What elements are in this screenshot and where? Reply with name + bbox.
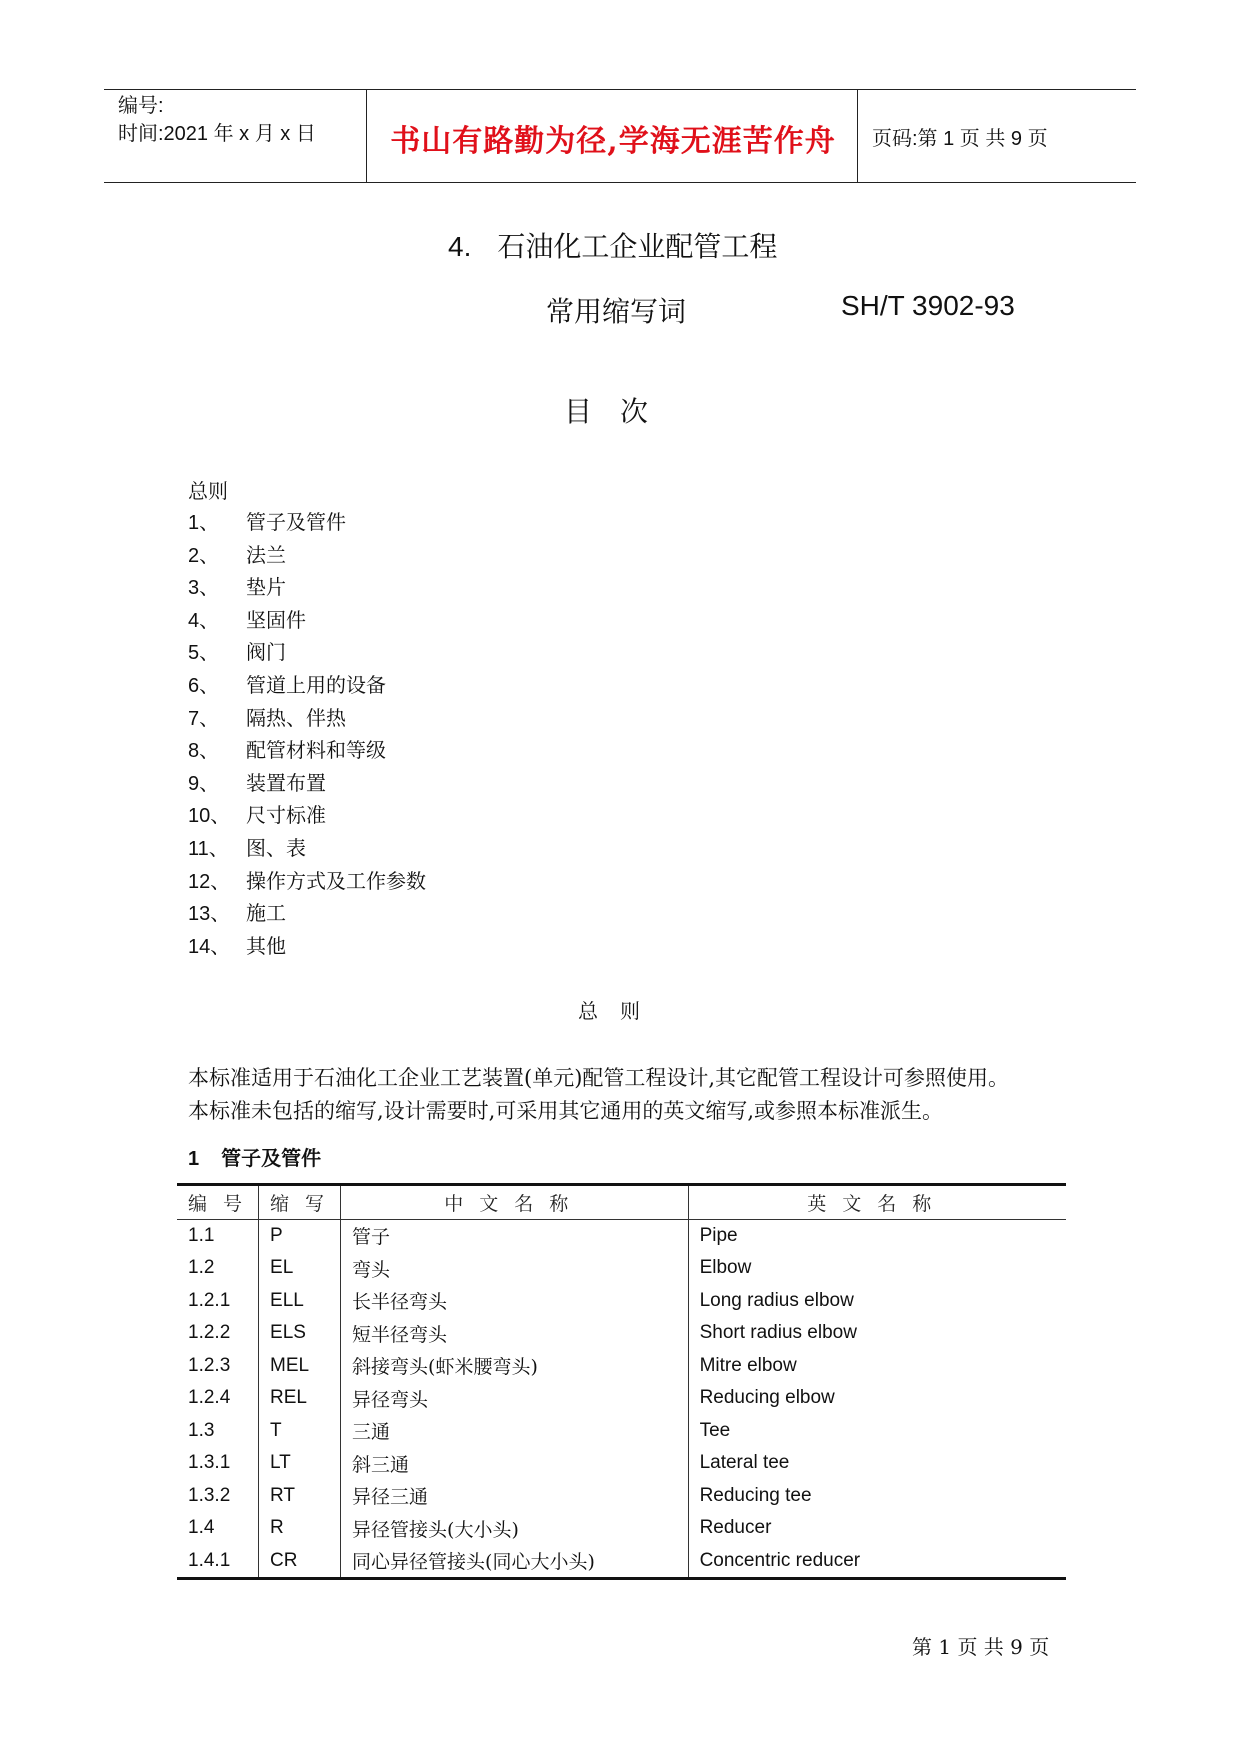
document-subtitle: 常用缩写词 [546, 295, 687, 328]
header-bottom-rule [104, 182, 1136, 183]
toc-item-number: 9、 [188, 772, 220, 795]
toc-item [188, 865, 426, 898]
toc-item [188, 734, 426, 767]
header-top-rule [104, 89, 1136, 90]
cell-number: 1.3.1 [188, 1452, 231, 1474]
toc-item [188, 636, 426, 669]
toc-item-label: 垫片 [246, 575, 286, 600]
cell-number: 1.3 [188, 1419, 215, 1441]
cell-chinese-name: 弯头 [341, 1252, 689, 1285]
toc-item-label: 阀门 [246, 640, 286, 665]
toc-item [188, 539, 426, 572]
toc-item-label: 操作方式及工作参数 [246, 868, 426, 893]
document-title-number: 4. [448, 231, 472, 262]
toc-item [188, 767, 426, 800]
cell-abbr: RT [259, 1480, 341, 1513]
table-row [177, 1350, 1066, 1383]
toc-item-number: 2、 [188, 544, 220, 567]
document-title-text: 石油化工企业配管工程 [497, 230, 778, 263]
cell-abbr: MEL [259, 1350, 341, 1383]
toc-item-label: 施工 [246, 901, 286, 926]
cell-number: 1.2.1 [188, 1289, 231, 1311]
table-row [177, 1512, 1066, 1545]
header-motto: 书山有路勤为径,学海无涯苦作舟 [390, 124, 836, 159]
cell-chinese-name: 管子 [341, 1219, 689, 1252]
toc-item-number: 4、 [188, 609, 220, 632]
cell-english-name: Short radius elbow [688, 1317, 1066, 1350]
cell-abbr: R [259, 1512, 341, 1545]
table-row [177, 1480, 1066, 1513]
table-row [177, 1545, 1066, 1579]
toc-list [188, 506, 426, 962]
toc-item [188, 669, 426, 702]
toc-item-label: 管道上用的设备 [246, 672, 386, 697]
cell-chinese-name: 斜接弯头(虾米腰弯头) [341, 1350, 689, 1383]
toc-item-label: 装置布置 [246, 770, 326, 795]
footer-page-label: 第 1 页 共 9 页 [912, 1635, 1050, 1659]
toc-title: 目次 [563, 395, 676, 428]
cell-english-name: Reducing tee [688, 1480, 1066, 1513]
cell-number: 1.2.4 [188, 1387, 231, 1409]
cell-chinese-name: 斜三通 [341, 1447, 689, 1480]
toc-item [188, 799, 426, 832]
cell-english-name: Elbow [688, 1252, 1066, 1285]
toc-item [188, 604, 426, 637]
cell-number: 1.2.3 [188, 1354, 231, 1376]
cell-abbr: LT [259, 1447, 341, 1480]
toc-item-label: 其他 [246, 933, 286, 958]
toc-item-label: 隔热、伴热 [246, 705, 346, 730]
cell-english-name: Mitre elbow [688, 1350, 1066, 1383]
header-cell-english-name: 英文名称 [688, 1185, 1066, 1220]
cell-english-name: Concentric reducer [688, 1545, 1066, 1579]
cell-abbr: ELS [259, 1317, 341, 1350]
cell-abbr: ELL [259, 1285, 341, 1318]
toc-item [188, 506, 426, 539]
section-1-title [188, 1142, 321, 1171]
cell-chinese-name: 异径三通 [341, 1480, 689, 1513]
section-1-label: 管子及管件 [221, 1148, 322, 1170]
cell-number: 1.2.2 [188, 1322, 231, 1344]
toc-item-label: 坚固件 [246, 607, 306, 632]
toc-item-number: 8、 [188, 740, 220, 763]
table-row [177, 1447, 1066, 1480]
cell-chinese-name: 异径弯头 [341, 1382, 689, 1415]
table-row [177, 1219, 1066, 1252]
header-meta [118, 92, 316, 148]
cell-number: 1.2 [188, 1257, 215, 1279]
toc-item [188, 897, 426, 930]
general-title: 总则 [578, 999, 662, 1023]
cell-number: 1.4.1 [188, 1549, 231, 1571]
toc-item [188, 702, 426, 735]
section-1-number: 1 [188, 1148, 200, 1170]
cell-abbr: REL [259, 1382, 341, 1415]
table-row [177, 1415, 1066, 1448]
serial-label: 编号: [118, 95, 164, 117]
cell-abbr: EL [259, 1252, 341, 1285]
cell-abbr: P [259, 1219, 341, 1252]
toc-item-number: 12、 [188, 870, 231, 893]
cell-number: 1.4 [188, 1517, 215, 1539]
toc-item [188, 571, 426, 604]
cell-english-name: Long radius elbow [688, 1285, 1066, 1318]
toc-item-number: 14、 [188, 935, 231, 958]
cell-english-name: Pipe [688, 1219, 1066, 1252]
toc-item-number: 10、 [188, 805, 231, 828]
abbreviation-table [177, 1183, 1066, 1580]
cell-number: 1.3.2 [188, 1484, 231, 1506]
toc-item-label: 管子及管件 [246, 510, 346, 534]
table-row [177, 1252, 1066, 1285]
standard-code: SH/T 3902-93 [841, 290, 1015, 321]
general-paragraph-2: 本标准未包括的缩写,设计需要时,可采用其它通用的英文缩写,或参照本标准派生。 [188, 1099, 944, 1123]
header-cell-number: 编号 [188, 1192, 259, 1215]
toc-item-number: 5、 [188, 642, 220, 665]
toc-item-label: 尺寸标准 [246, 803, 326, 828]
table-row [177, 1317, 1066, 1350]
general-paragraph-1: 本标准适用于石油化工企业工艺装置(单元)配管工程设计,其它配管工程设计可参照使用。 [188, 1066, 1010, 1090]
cell-abbr: CR [259, 1545, 341, 1579]
table-body [177, 1219, 1066, 1579]
cell-chinese-name: 长半径弯头 [341, 1285, 689, 1318]
cell-chinese-name: 三通 [341, 1415, 689, 1448]
toc-item-number: 7、 [188, 707, 220, 730]
table-row [177, 1382, 1066, 1415]
table-row [177, 1285, 1066, 1318]
cell-number: 1.1 [188, 1224, 215, 1246]
toc-item [188, 930, 426, 963]
cell-english-name: Tee [688, 1415, 1066, 1448]
header-cell-abbr: 缩写 [259, 1185, 341, 1220]
cell-chinese-name: 异径管接头(大小头) [341, 1512, 689, 1545]
cell-english-name: Lateral tee [688, 1447, 1066, 1480]
cell-english-name: Reducing elbow [688, 1382, 1066, 1415]
toc-item-number: 6、 [188, 674, 220, 697]
toc-item-number: 3、 [188, 577, 220, 600]
toc-item-number: 11、 [188, 837, 229, 860]
cell-chinese-name: 同心异径管接头(同心大小头) [341, 1545, 689, 1579]
toc-item-label: 法兰 [246, 542, 286, 567]
cell-english-name: Reducer [688, 1512, 1066, 1545]
toc-item [188, 832, 426, 865]
toc-item-number: 1、 [188, 512, 220, 534]
toc-item-label: 图、表 [246, 835, 306, 860]
header-divider-left [366, 89, 367, 183]
header-page-label: 页码:第 1 页 共 9 页 [872, 128, 1048, 150]
toc-head: 总则 [188, 479, 228, 503]
toc-item-number: 13、 [188, 903, 231, 926]
document-title [448, 225, 777, 265]
header-cell-chinese-name: 中文名称 [341, 1185, 689, 1220]
time-label: 时间:2021 年 x 月 x 日 [118, 123, 316, 145]
cell-chinese-name: 短半径弯头 [341, 1317, 689, 1350]
table-header-row [177, 1185, 1066, 1220]
toc-item-label: 配管材料和等级 [246, 738, 386, 763]
cell-abbr: T [259, 1415, 341, 1448]
